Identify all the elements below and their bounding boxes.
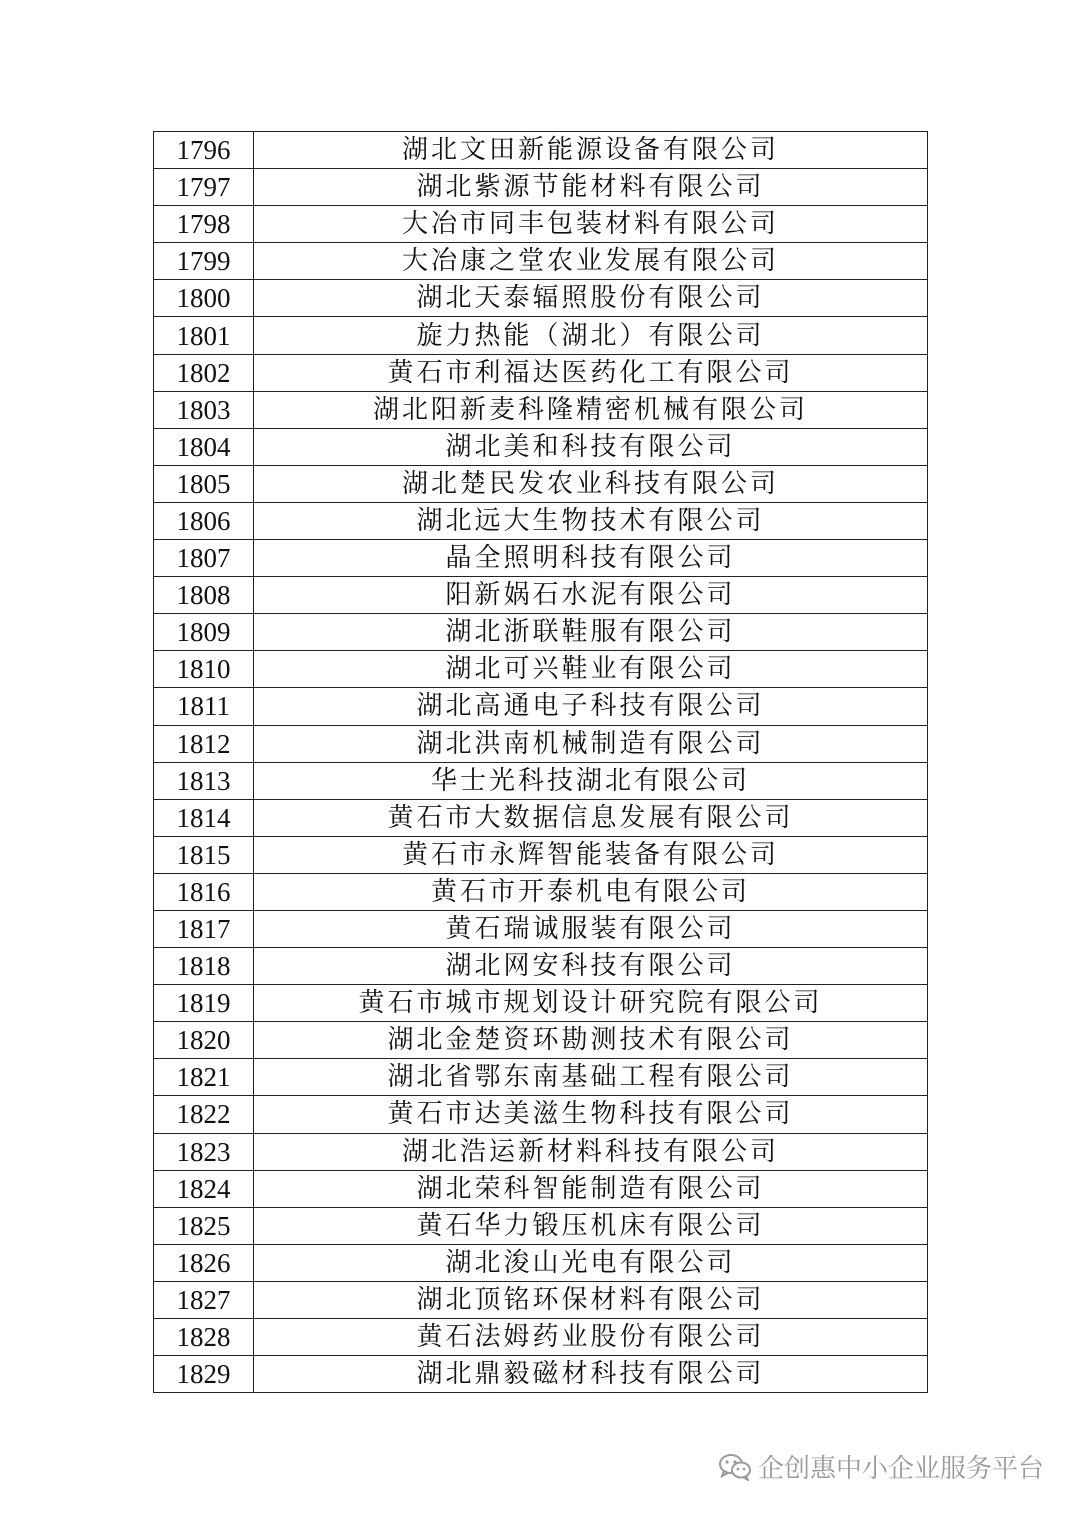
company-name: 湖北网安科技有限公司 (254, 948, 928, 985)
company-name: 湖北荣科智能制造有限公司 (254, 1170, 928, 1207)
table-row (154, 1059, 928, 1096)
row-number: 1822 (154, 1096, 254, 1133)
row-number: 1829 (154, 1356, 254, 1393)
company-name: 湖北天泰辐照股份有限公司 (254, 280, 928, 317)
table-row (154, 502, 928, 539)
row-number: 1816 (154, 873, 254, 910)
company-name: 旋力热能（湖北）有限公司 (254, 317, 928, 354)
table-row (154, 243, 928, 280)
company-name: 黄石瑞诚服装有限公司 (254, 910, 928, 947)
watermark-text: 企创惠中小企业服务平台 (757, 1454, 1044, 1484)
company-name: 晶全照明科技有限公司 (254, 540, 928, 577)
company-name: 湖北远大生物技术有限公司 (254, 502, 928, 539)
company-name: 湖北顶铭环保材料有限公司 (254, 1281, 928, 1318)
company-name: 黄石市永辉智能装备有限公司 (254, 836, 928, 873)
table-row (154, 762, 928, 799)
company-list-table (153, 131, 928, 1393)
company-name: 华士光科技湖北有限公司 (254, 762, 928, 799)
table-row (154, 836, 928, 873)
table-row (154, 614, 928, 651)
row-number: 1803 (154, 391, 254, 428)
row-number: 1810 (154, 651, 254, 688)
company-name: 湖北可兴鞋业有限公司 (254, 651, 928, 688)
table-row (154, 688, 928, 725)
table-row (154, 428, 928, 465)
company-list-body (154, 132, 928, 1393)
wechat-icon (718, 1453, 752, 1481)
table-row (154, 280, 928, 317)
row-number: 1827 (154, 1281, 254, 1318)
row-number: 1814 (154, 799, 254, 836)
row-number: 1820 (154, 1022, 254, 1059)
company-name: 湖北浩运新材料科技有限公司 (254, 1133, 928, 1170)
row-number: 1806 (154, 502, 254, 539)
row-number: 1799 (154, 243, 254, 280)
company-name: 黄石市达美滋生物科技有限公司 (254, 1096, 928, 1133)
row-number: 1826 (154, 1244, 254, 1281)
company-name: 湖北浙联鞋服有限公司 (254, 614, 928, 651)
company-name: 湖北美和科技有限公司 (254, 428, 928, 465)
company-name: 大冶康之堂农业发展有限公司 (254, 243, 928, 280)
row-number: 1797 (154, 169, 254, 206)
company-name: 大冶市同丰包装材料有限公司 (254, 206, 928, 243)
table-row (154, 132, 928, 169)
table-row (154, 169, 928, 206)
row-number: 1804 (154, 428, 254, 465)
company-name: 湖北洪南机械制造有限公司 (254, 725, 928, 762)
row-number: 1825 (154, 1207, 254, 1244)
row-number: 1818 (154, 948, 254, 985)
table-row (154, 910, 928, 947)
company-name: 湖北省鄂东南基础工程有限公司 (254, 1059, 928, 1096)
row-number: 1813 (154, 762, 254, 799)
row-number: 1805 (154, 465, 254, 502)
company-name: 黄石市城市规划设计研究院有限公司 (254, 985, 928, 1022)
company-name: 湖北金楚资环勘测技术有限公司 (254, 1022, 928, 1059)
table-row (154, 1022, 928, 1059)
row-number: 1802 (154, 354, 254, 391)
row-number: 1798 (154, 206, 254, 243)
company-name: 黄石市大数据信息发展有限公司 (254, 799, 928, 836)
table-row (154, 1207, 928, 1244)
company-name: 湖北紫源节能材料有限公司 (254, 169, 928, 206)
table-row (154, 725, 928, 762)
company-name: 黄石市利福达医药化工有限公司 (254, 354, 928, 391)
table-row (154, 873, 928, 910)
row-number: 1812 (154, 725, 254, 762)
row-number: 1821 (154, 1059, 254, 1096)
row-number: 1809 (154, 614, 254, 651)
row-number: 1817 (154, 910, 254, 947)
company-name: 湖北文田新能源设备有限公司 (254, 132, 928, 169)
row-number: 1824 (154, 1170, 254, 1207)
table-row (154, 1244, 928, 1281)
table-row (154, 1281, 928, 1318)
table-row (154, 1170, 928, 1207)
row-number: 1808 (154, 577, 254, 614)
table-row (154, 1356, 928, 1393)
company-name: 湖北高通电子科技有限公司 (254, 688, 928, 725)
company-name: 黄石华力锻压机床有限公司 (254, 1207, 928, 1244)
table-row (154, 1133, 928, 1170)
table-row (154, 577, 928, 614)
table-row (154, 985, 928, 1022)
company-name: 湖北楚民发农业科技有限公司 (254, 465, 928, 502)
company-name: 阳新娲石水泥有限公司 (254, 577, 928, 614)
table-row (154, 317, 928, 354)
row-number: 1801 (154, 317, 254, 354)
table-row (154, 1319, 928, 1356)
table-row (154, 651, 928, 688)
company-name: 湖北鼎毅磁材科技有限公司 (254, 1356, 928, 1393)
table-row (154, 948, 928, 985)
table-row (154, 540, 928, 577)
table-row (154, 465, 928, 502)
table-row (154, 354, 928, 391)
table-row (154, 206, 928, 243)
table-row (154, 1096, 928, 1133)
table-row (154, 799, 928, 836)
row-number: 1811 (154, 688, 254, 725)
row-number: 1828 (154, 1319, 254, 1356)
row-number: 1823 (154, 1133, 254, 1170)
watermark (718, 1448, 1044, 1485)
table-row (154, 391, 928, 428)
row-number: 1796 (154, 132, 254, 169)
row-number: 1807 (154, 540, 254, 577)
company-name: 湖北浚山光电有限公司 (254, 1244, 928, 1281)
row-number: 1819 (154, 985, 254, 1022)
company-name: 湖北阳新麦科隆精密机械有限公司 (254, 391, 928, 428)
company-name: 黄石市开泰机电有限公司 (254, 873, 928, 910)
row-number: 1800 (154, 280, 254, 317)
company-name: 黄石法姆药业股份有限公司 (254, 1319, 928, 1356)
row-number: 1815 (154, 836, 254, 873)
